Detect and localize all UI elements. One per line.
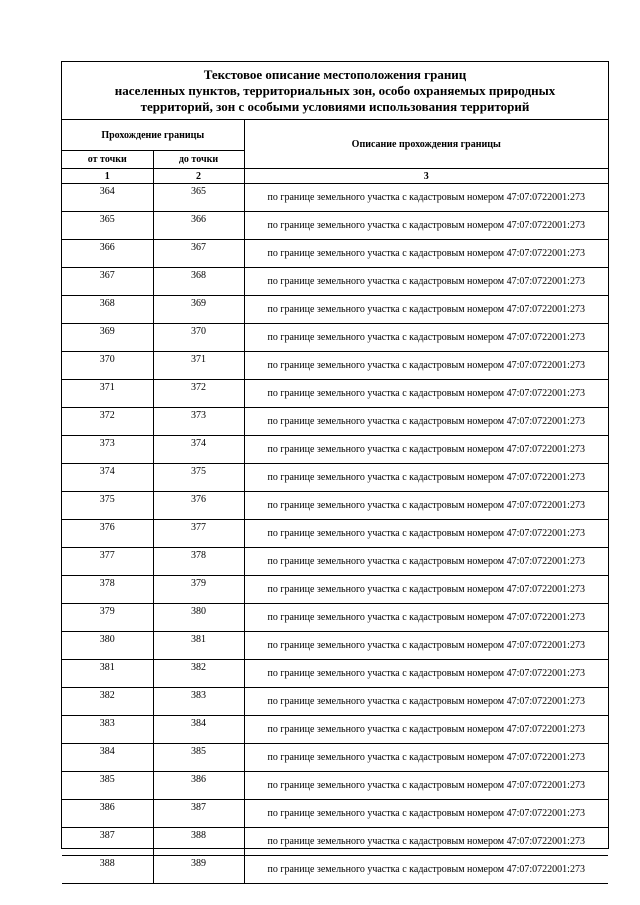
cell-to-point: 381 [153, 632, 244, 660]
boundary-table [62, 120, 608, 884]
cell-from-point: 385 [62, 772, 153, 800]
header-description: Описание прохождения границы [244, 120, 608, 169]
cell-description: по границе земельного участка с кадастровым номером 47:07:0722001:273 [244, 240, 608, 268]
cell-to-point: 382 [153, 660, 244, 688]
table-row [62, 744, 608, 772]
cell-from-point: 367 [62, 268, 153, 296]
cell-description: по границе земельного участка с кадастровым номером 47:07:0722001:273 [244, 716, 608, 744]
cell-description: по границе земельного участка с кадастровым номером 47:07:0722001:273 [244, 604, 608, 632]
cell-to-point: 373 [153, 408, 244, 436]
cell-to-point: 376 [153, 492, 244, 520]
cell-to-point: 388 [153, 828, 244, 856]
cell-from-point: 384 [62, 744, 153, 772]
header-col-2: 2 [153, 169, 244, 184]
table-row [62, 604, 608, 632]
cell-to-point: 372 [153, 380, 244, 408]
cell-from-point: 366 [62, 240, 153, 268]
table-row [62, 716, 608, 744]
table-row [62, 576, 608, 604]
table-row [62, 212, 608, 240]
table-row [62, 660, 608, 688]
cell-description: по границе земельного участка с кадастровым номером 47:07:0722001:273 [244, 632, 608, 660]
table-row [62, 296, 608, 324]
boundary-description-form [61, 61, 609, 875]
cell-to-point: 386 [153, 772, 244, 800]
cell-to-point: 369 [153, 296, 244, 324]
title-line-1: Текстовое описание местоположения границ [203, 67, 467, 82]
cell-from-point: 368 [62, 296, 153, 324]
cell-from-point: 382 [62, 688, 153, 716]
cell-from-point: 372 [62, 408, 153, 436]
header-from-point: от точки [62, 151, 153, 169]
cell-description: по границе земельного участка с кадастровым номером 47:07:0722001:273 [244, 436, 608, 464]
cell-description: по границе земельного участка с кадастровым номером 47:07:0722001:273 [244, 268, 608, 296]
cell-from-point: 388 [62, 856, 153, 884]
cell-from-point: 370 [62, 352, 153, 380]
cell-from-point: 386 [62, 800, 153, 828]
cell-description: по границе земельного участка с кадастровым номером 47:07:0722001:273 [244, 688, 608, 716]
table-row [62, 240, 608, 268]
table-row [62, 772, 608, 800]
cell-from-point: 374 [62, 464, 153, 492]
cell-description: по границе земельного участка с кадастровым номером 47:07:0722001:273 [244, 856, 608, 884]
cell-from-point: 381 [62, 660, 153, 688]
cell-description: по границе земельного участка с кадастровым номером 47:07:0722001:273 [244, 744, 608, 772]
cell-description: по границе земельного участка с кадастровым номером 47:07:0722001:273 [244, 576, 608, 604]
cell-description: по границе земельного участка с кадастровым номером 47:07:0722001:273 [244, 800, 608, 828]
table-row [62, 856, 608, 884]
cell-to-point: 379 [153, 576, 244, 604]
cell-to-point: 375 [153, 464, 244, 492]
table-row [62, 688, 608, 716]
table-row [62, 324, 608, 352]
table-row [62, 548, 608, 576]
cell-description: по границе земельного участка с кадастровым номером 47:07:0722001:273 [244, 296, 608, 324]
table-row [62, 828, 608, 856]
header-passage: Прохождение границы [62, 120, 244, 151]
table-row [62, 800, 608, 828]
cell-description: по границе земельного участка с кадастровым номером 47:07:0722001:273 [244, 660, 608, 688]
cell-description: по границе земельного участка с кадастровым номером 47:07:0722001:273 [244, 492, 608, 520]
cell-to-point: 387 [153, 800, 244, 828]
cell-to-point: 377 [153, 520, 244, 548]
cell-from-point: 375 [62, 492, 153, 520]
cell-from-point: 371 [62, 380, 153, 408]
table-row [62, 520, 608, 548]
cell-to-point: 383 [153, 688, 244, 716]
cell-description: по границе земельного участка с кадастровым номером 47:07:0722001:273 [244, 324, 608, 352]
cell-from-point: 365 [62, 212, 153, 240]
cell-to-point: 370 [153, 324, 244, 352]
document-title [62, 62, 608, 120]
cell-to-point: 380 [153, 604, 244, 632]
table-row [62, 492, 608, 520]
cell-from-point: 380 [62, 632, 153, 660]
cell-to-point: 367 [153, 240, 244, 268]
cell-description: по границе земельного участка с кадастровым номером 47:07:0722001:273 [244, 828, 608, 856]
cell-to-point: 374 [153, 436, 244, 464]
cell-description: по границе земельного участка с кадастровым номером 47:07:0722001:273 [244, 408, 608, 436]
cell-description: по границе земельного участка с кадастровым номером 47:07:0722001:273 [244, 184, 608, 212]
cell-to-point: 368 [153, 268, 244, 296]
header-col-1: 1 [62, 169, 153, 184]
cell-from-point: 373 [62, 436, 153, 464]
cell-description: по границе земельного участка с кадастровым номером 47:07:0722001:273 [244, 520, 608, 548]
cell-to-point: 365 [153, 184, 244, 212]
cell-description: по границе земельного участка с кадастровым номером 47:07:0722001:273 [244, 772, 608, 800]
header-col-3: 3 [244, 169, 608, 184]
header-to-point: до точки [153, 151, 244, 169]
table-row [62, 352, 608, 380]
cell-description: по границе земельного участка с кадастровым номером 47:07:0722001:273 [244, 380, 608, 408]
table-row [62, 184, 608, 212]
cell-description: по границе земельного участка с кадастровым номером 47:07:0722001:273 [244, 464, 608, 492]
table-row [62, 408, 608, 436]
table-row [62, 464, 608, 492]
title-line-3: территорий, зон с особыми условиями использования территорий [140, 99, 530, 114]
cell-from-point: 387 [62, 828, 153, 856]
table-body [62, 184, 608, 884]
cell-to-point: 385 [153, 744, 244, 772]
cell-to-point: 384 [153, 716, 244, 744]
title-line-2: населенных пунктов, территориальных зон, особо охраняемых природных [114, 83, 556, 98]
cell-from-point: 369 [62, 324, 153, 352]
cell-to-point: 371 [153, 352, 244, 380]
cell-from-point: 378 [62, 576, 153, 604]
table-row [62, 632, 608, 660]
cell-from-point: 379 [62, 604, 153, 632]
cell-description: по границе земельного участка с кадастровым номером 47:07:0722001:273 [244, 548, 608, 576]
table-row [62, 436, 608, 464]
cell-to-point: 378 [153, 548, 244, 576]
table-row [62, 380, 608, 408]
cell-from-point: 377 [62, 548, 153, 576]
cell-to-point: 366 [153, 212, 244, 240]
cell-from-point: 376 [62, 520, 153, 548]
cell-from-point: 383 [62, 716, 153, 744]
cell-description: по границе земельного участка с кадастровым номером 47:07:0722001:273 [244, 352, 608, 380]
cell-to-point: 389 [153, 856, 244, 884]
table-row [62, 268, 608, 296]
cell-description: по границе земельного участка с кадастровым номером 47:07:0722001:273 [244, 212, 608, 240]
cell-from-point: 364 [62, 184, 153, 212]
